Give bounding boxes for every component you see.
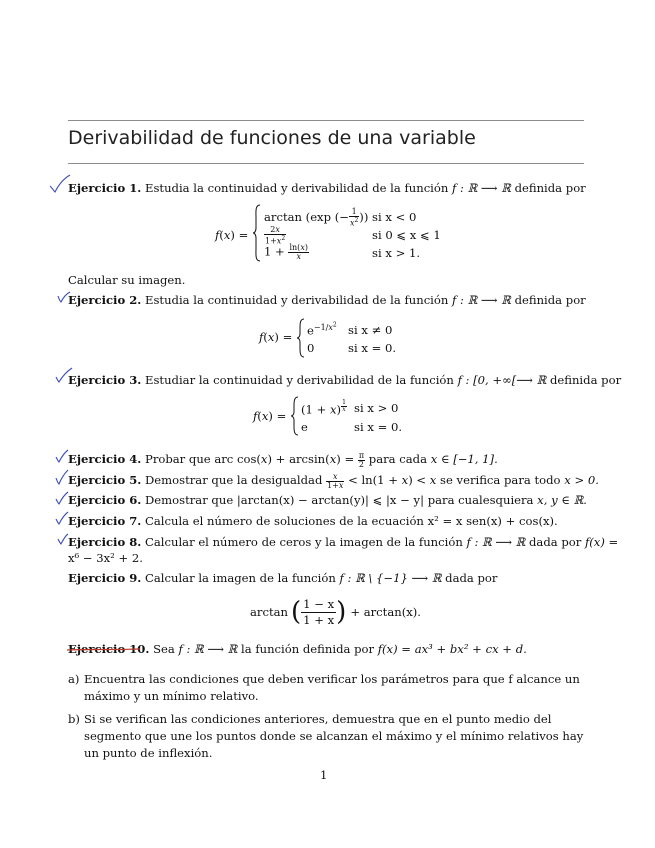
left-brace bbox=[252, 204, 262, 262]
checkmark-icon bbox=[54, 448, 70, 464]
left-brace bbox=[296, 318, 306, 358]
top-rule bbox=[68, 120, 584, 121]
document-page: Derivabilidad de funciones de una variable Ejercicio 1. Estudia la continuidad y derivabilidad de la función f : ℝ ⟶ ℝ definida por f(x) = arctan (exp (− $\frac{1}{x^2}$ )) $\frac{2x}{1+x^2}$ 1 + $\frac{\ln(x)}{x}$ si x < 0 si 0 ⩽ x ⩽ 1 si x > 1. Calcular su imagen. Ejercicio 2. Estudia la continuidad y derivabilidad de la función f : ℝ ⟶ ℝ definida por f(x) = $e^{-1/x^2}$ 0 si x ≠ 0 si x = 0. Ejercicio 3. Estudiar la continuidad y derivabilidad de la función f : [0, +∞[⟶ ℝ definida por f(x) = (1 + x) $^{\frac{1}{x}}$ e si x > 0 si x = 0. Ejercicio 4. Probar que arc cos(x) + arcsin(x) = $\frac{\pi}{2}$ para cada x ∈ [−1, 1]. Ejercicio 5. Demostrar que la desigualdad $\frac{x}{1+x}$ < ln(1 + x) < x se verifica para todo x > 0. Ejercicio 6. Demostrar que |arctan(x) − arctan(y)| ⩽ |x − y| para cualesquiera x, y ∈ ℝ. Ejercicio 7. Calcula el número de soluciones de la ecuación x² = x sen(x) + cos(x). Ejercicio 8. Calcular el número de ceros y la imagen de la función f : ℝ ⟶ ℝ dada por f(x) = x⁶ − 3x² + 2. Ejercicio 9. Calcular la imagen de la función f : ℝ \ {−1} ⟶ ℝ dada por arctan ( 1 − x 1 + x ) + arctan(x). Ejercicio 10. Sea f : ℝ ⟶ ℝ la función definida por f(x) = ax³ + bx² + cx + d. a) Encuentra las condiciones que deben verificar los parámetros para que f alcance un máximo y un mínimo relativo. b) Si se verifican las condiciones anteriores, demuestra que en el punto medio del segmento que une los puntos donde se alcanzan el máximo y el mínimo relativos hay un punto de inflexión. 1 bbox=[0, 0, 655, 848]
exercise-10-item-a: a) Encuentra las condiciones que deben verificar los parámetros para que f alcance un máximo y un mínimo relativo. bbox=[68, 672, 580, 703]
exercise-2-statement: Ejercicio 2. Estudia la continuidad y derivabilidad de la función f : ℝ ⟶ ℝ definida por bbox=[68, 293, 586, 307]
exercise-10-statement: Ejercicio 10. Sea f : ℝ ⟶ ℝ la función definida por f(x) = ax³ + bx² + cx + d. bbox=[68, 642, 527, 656]
page-number: 1 bbox=[320, 768, 328, 782]
checkmark-icon bbox=[54, 468, 70, 486]
exercise-5-statement: Ejercicio 5. Demostrar que la desigualdad $\frac{x}{1+x}$ < ln(1 + x) < x se verifica para todo x > 0. bbox=[68, 471, 599, 490]
exercise-9-statement: Ejercicio 9. Calcular la imagen de la función f : ℝ \ {−1} ⟶ ℝ dada por bbox=[68, 571, 498, 585]
checkmark-icon bbox=[48, 174, 72, 194]
exercise-1-followup: Calcular su imagen. bbox=[68, 273, 186, 287]
exercise-8-continuation: x⁶ − 3x² + 2. bbox=[68, 551, 143, 565]
exercise-6-statement: Ejercicio 6. Demostrar que |arctan(x) − arctan(y)| ⩽ |x − y| para cualesquiera x, y ∈ ℝ. bbox=[68, 493, 587, 507]
exercise-9-formula: arctan ( 1 − x 1 + x ) + arctan(x). bbox=[250, 596, 421, 627]
title-rule bbox=[68, 163, 584, 164]
page-title: Derivabilidad de funciones de una variable bbox=[68, 127, 476, 149]
left-brace bbox=[290, 396, 300, 436]
exercise-1-statement: Ejercicio 1. Estudia la continuidad y derivabilidad de la función f : ℝ ⟶ ℝ definida por bbox=[68, 181, 586, 195]
checkmark-icon bbox=[54, 366, 74, 384]
exercise-10-item-b: b) Si se verifican las condiciones anteriores, demuestra que en el punto medio del segmento que une los puntos donde se alcanzan el máximo y el mínimo relativos hay un punto de inflexión. bbox=[68, 712, 584, 760]
exercise-8-statement: Ejercicio 8. Calcular el número de ceros y la imagen de la función f : ℝ ⟶ ℝ dada por f(x) = bbox=[68, 535, 619, 549]
checkmark-icon bbox=[56, 290, 72, 304]
checkmark-icon bbox=[56, 532, 70, 546]
exercise-10-label: Ejercicio 10. bbox=[68, 642, 150, 656]
exercise-7-statement: Ejercicio 7. Calcula el número de soluciones de la ecuación x² = x sen(x) + cos(x). bbox=[68, 514, 558, 528]
exercise-1-label: Ejercicio 1. bbox=[68, 181, 142, 195]
exercise-3-statement: Ejercicio 3. Estudiar la continuidad y derivabilidad de la función f : [0, +∞[⟶ ℝ definida por bbox=[68, 373, 622, 387]
strikethrough-mark bbox=[66, 645, 142, 655]
checkmark-icon bbox=[54, 490, 70, 506]
checkmark-icon bbox=[54, 510, 70, 526]
exercise-4-statement: Ejercicio 4. Probar que arc cos(x) + arcsin(x) = $\frac{\pi}{2}$ para cada x ∈ [−1, 1]. bbox=[68, 450, 498, 469]
